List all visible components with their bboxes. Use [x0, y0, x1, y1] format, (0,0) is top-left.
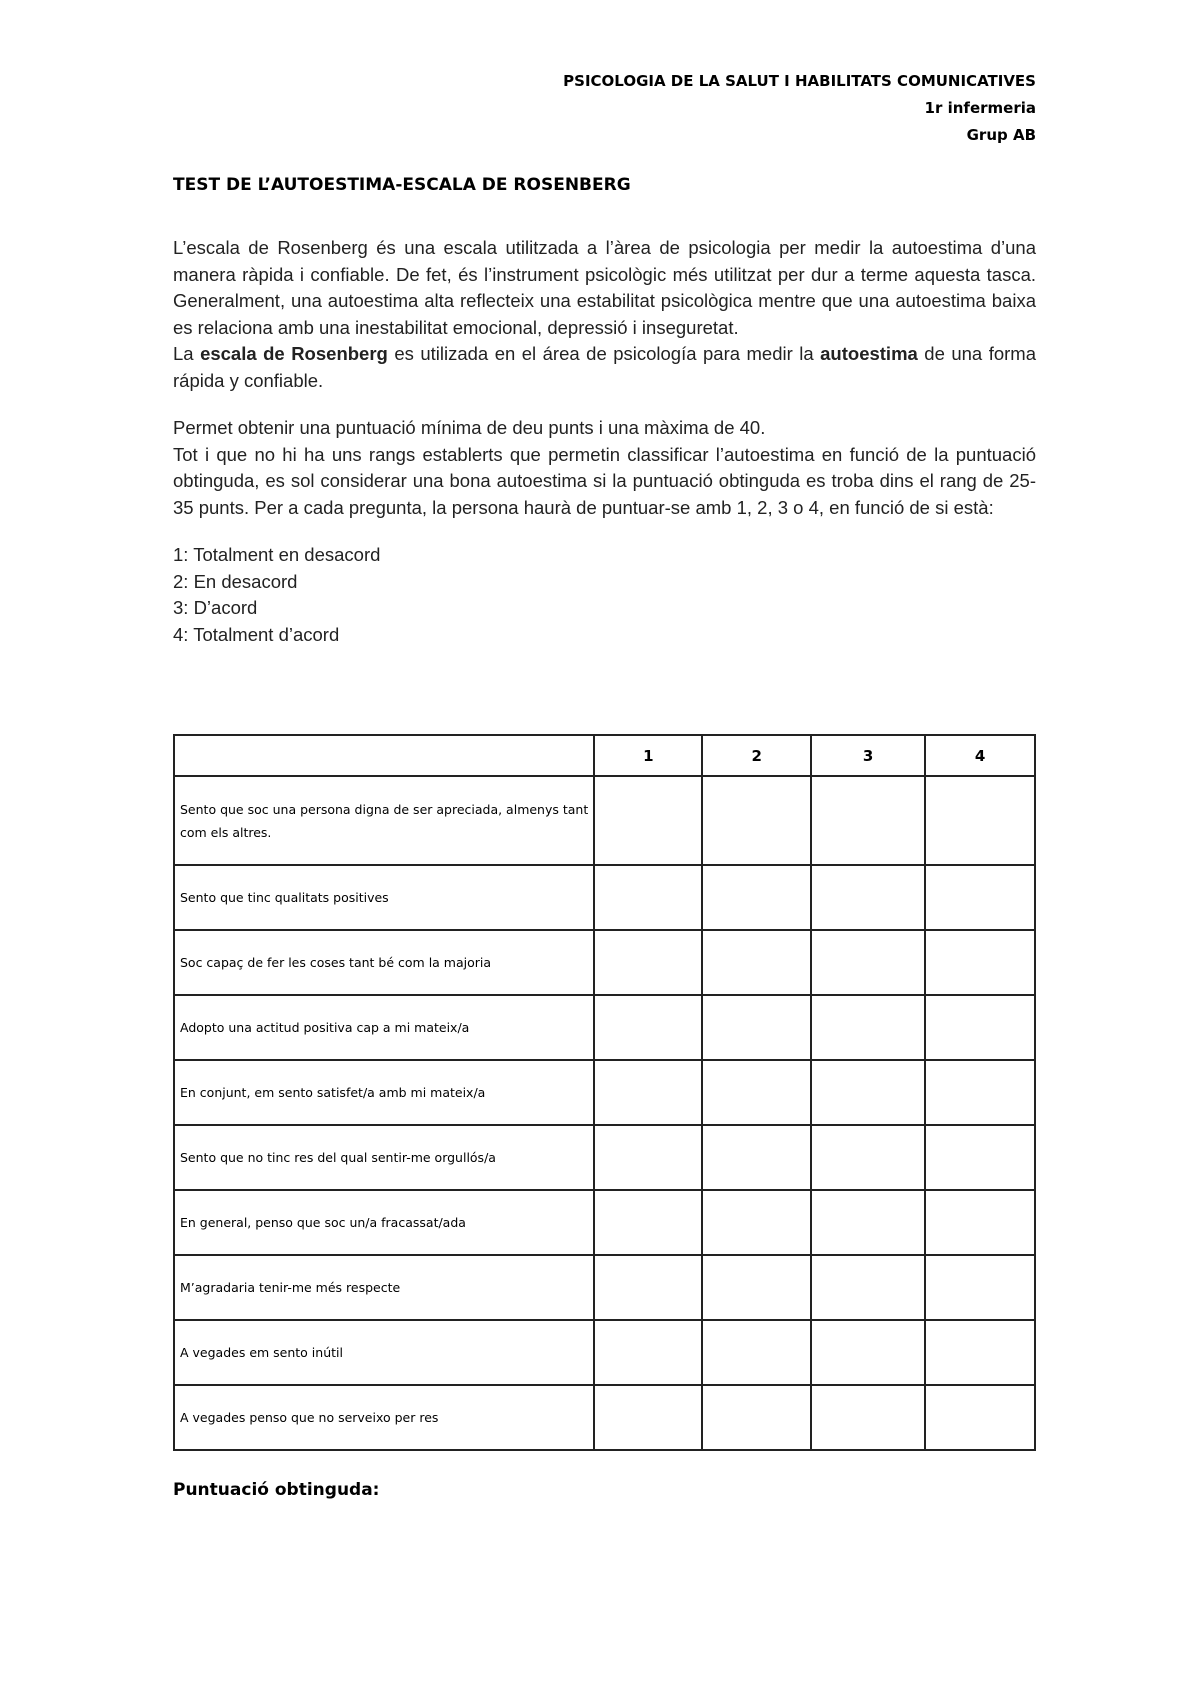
- answer-cell-2[interactable]: [702, 1255, 811, 1320]
- header-score-1: 1: [594, 735, 702, 776]
- intro-paragraph-2: La escala de Rosenberg es utilizada en el área de psicología para medir la autoestima de una forma rápida y confiable.: [173, 343, 1036, 391]
- score-obtained-label: Puntuació obtinguda:: [173, 1480, 380, 1500]
- course-group: Grup AB: [966, 126, 1036, 144]
- answer-cell-2[interactable]: [702, 930, 811, 995]
- question-cell: Soc capaç de fer les coses tant bé com la majoria: [174, 930, 594, 995]
- answer-cell-4[interactable]: [925, 776, 1035, 865]
- answer-cell-1[interactable]: [594, 1125, 702, 1190]
- table-row: [174, 776, 1035, 865]
- answer-cell-1[interactable]: [594, 1190, 702, 1255]
- table-row: [174, 1190, 1035, 1255]
- table-row: [174, 995, 1035, 1060]
- intro-paragraph-1: L’escala de Rosenberg és una escala utilitzada a l’àrea de psicologia per medir la autoestima d’una manera ràpida i confiable. De fet, és l’instrument psicològic més utilitzat per dur a terme aquesta tasca. Generalment, una autoestima alta reflecteix una estabilitat psicològica mentre que una autoestima baixa es relaciona amb una inestabilitat emocional, depressió i inseguretat.: [173, 237, 1036, 338]
- table-header-row: [174, 735, 1035, 776]
- table-row: [174, 1320, 1035, 1385]
- answer-cell-3[interactable]: [811, 1060, 925, 1125]
- answer-cell-3[interactable]: [811, 776, 925, 865]
- table-row: [174, 1060, 1035, 1125]
- table-row: [174, 865, 1035, 930]
- course-name: PSICOLOGIA DE LA SALUT I HABILITATS COMUNICATIVES: [563, 72, 1036, 90]
- legend-item: 2: En desacord: [173, 570, 298, 592]
- answer-cell-2[interactable]: [702, 1060, 811, 1125]
- question-cell: M’agradaria tenir-me més respecte: [174, 1255, 594, 1320]
- answer-cell-4[interactable]: [925, 1060, 1035, 1125]
- question-cell: Sento que tinc qualitats positives: [174, 865, 594, 930]
- answer-cell-1[interactable]: [594, 776, 702, 865]
- table-row: [174, 930, 1035, 995]
- legend-item: 4: Totalment d’acord: [173, 623, 340, 645]
- answer-cell-1[interactable]: [594, 1385, 702, 1450]
- answer-cell-4[interactable]: [925, 865, 1035, 930]
- answer-cell-3[interactable]: [811, 1385, 925, 1450]
- question-cell: A vegades em sento inútil: [174, 1320, 594, 1385]
- answer-cell-3[interactable]: [811, 1255, 925, 1320]
- bold-term-selfesteem: autoestima: [820, 343, 918, 364]
- rosenberg-scale-table: [173, 734, 1036, 1451]
- answer-cell-2[interactable]: [702, 1320, 811, 1385]
- header-blank-cell: [174, 735, 594, 776]
- question-cell: Sento que soc una persona digna de ser apreciada, almenys tant com els altres.: [174, 776, 594, 865]
- answer-cell-2[interactable]: [702, 1385, 811, 1450]
- score-legend: [173, 542, 1036, 648]
- answer-cell-2[interactable]: [702, 776, 811, 865]
- question-cell: Adopto una actitud positiva cap a mi mateix/a: [174, 995, 594, 1060]
- bold-term-scale: escala de Rosenberg: [200, 343, 388, 364]
- course-year: 1r infermeria: [924, 99, 1036, 117]
- legend-item: 3: D’acord: [173, 597, 258, 618]
- question-cell: En general, penso que soc un/a fracassat/ada: [174, 1190, 594, 1255]
- answer-cell-4[interactable]: [925, 995, 1035, 1060]
- legend-item: 1: Totalment en desacord: [173, 544, 381, 565]
- answer-cell-1[interactable]: [594, 1320, 702, 1385]
- answer-cell-4[interactable]: [925, 1385, 1035, 1450]
- answer-cell-1[interactable]: [594, 1060, 702, 1125]
- answer-cell-4[interactable]: [925, 1190, 1035, 1255]
- table-row: [174, 1385, 1035, 1450]
- answer-cell-1[interactable]: [594, 995, 702, 1060]
- answer-cell-2[interactable]: [702, 1190, 811, 1255]
- question-cell: Sento que no tinc res del qual sentir-me orgullós/a: [174, 1125, 594, 1190]
- answer-cell-4[interactable]: [925, 930, 1035, 995]
- answer-cell-3[interactable]: [811, 865, 925, 930]
- answer-cell-1[interactable]: [594, 865, 702, 930]
- answer-cell-1[interactable]: [594, 1255, 702, 1320]
- header-score-2: 2: [702, 735, 811, 776]
- table-row: [174, 1255, 1035, 1320]
- answer-cell-4[interactable]: [925, 1320, 1035, 1385]
- table-row: [174, 1125, 1035, 1190]
- header-score-4: 4: [925, 735, 1035, 776]
- document-header: [563, 68, 1036, 149]
- intro-paragraph-4: Tot i que no hi ha uns rangs establerts que permetin classificar l’autoestima en funció de la puntuació obtinguda, es sol considerar una bona autoestima si la puntuació obtinguda es troba dins el rang de 25-35 punts. Per a cada pregunta, la persona haurà de puntuar-se amb 1, 2, 3 o 4, en funció de si està:: [173, 443, 1036, 518]
- answer-cell-2[interactable]: [702, 865, 811, 930]
- answer-cell-2[interactable]: [702, 1125, 811, 1190]
- question-cell: A vegades penso que no serveixo per res: [174, 1385, 594, 1450]
- answer-cell-4[interactable]: [925, 1255, 1035, 1320]
- answer-cell-2[interactable]: [702, 995, 811, 1060]
- answer-cell-4[interactable]: [925, 1125, 1035, 1190]
- intro-text: [173, 235, 1036, 648]
- intro-paragraph-3: Permet obtenir una puntuació mínima de deu punts i una màxima de 40.: [173, 417, 766, 438]
- answer-cell-3[interactable]: [811, 1190, 925, 1255]
- answer-cell-3[interactable]: [811, 930, 925, 995]
- answer-cell-3[interactable]: [811, 1125, 925, 1190]
- question-cell: En conjunt, em sento satisfet/a amb mi mateix/a: [174, 1060, 594, 1125]
- answer-cell-1[interactable]: [594, 930, 702, 995]
- answer-cell-3[interactable]: [811, 1320, 925, 1385]
- answer-cell-3[interactable]: [811, 995, 925, 1060]
- header-score-3: 3: [811, 735, 925, 776]
- page-title: TEST DE L’AUTOESTIMA-ESCALA DE ROSENBERG: [173, 175, 631, 195]
